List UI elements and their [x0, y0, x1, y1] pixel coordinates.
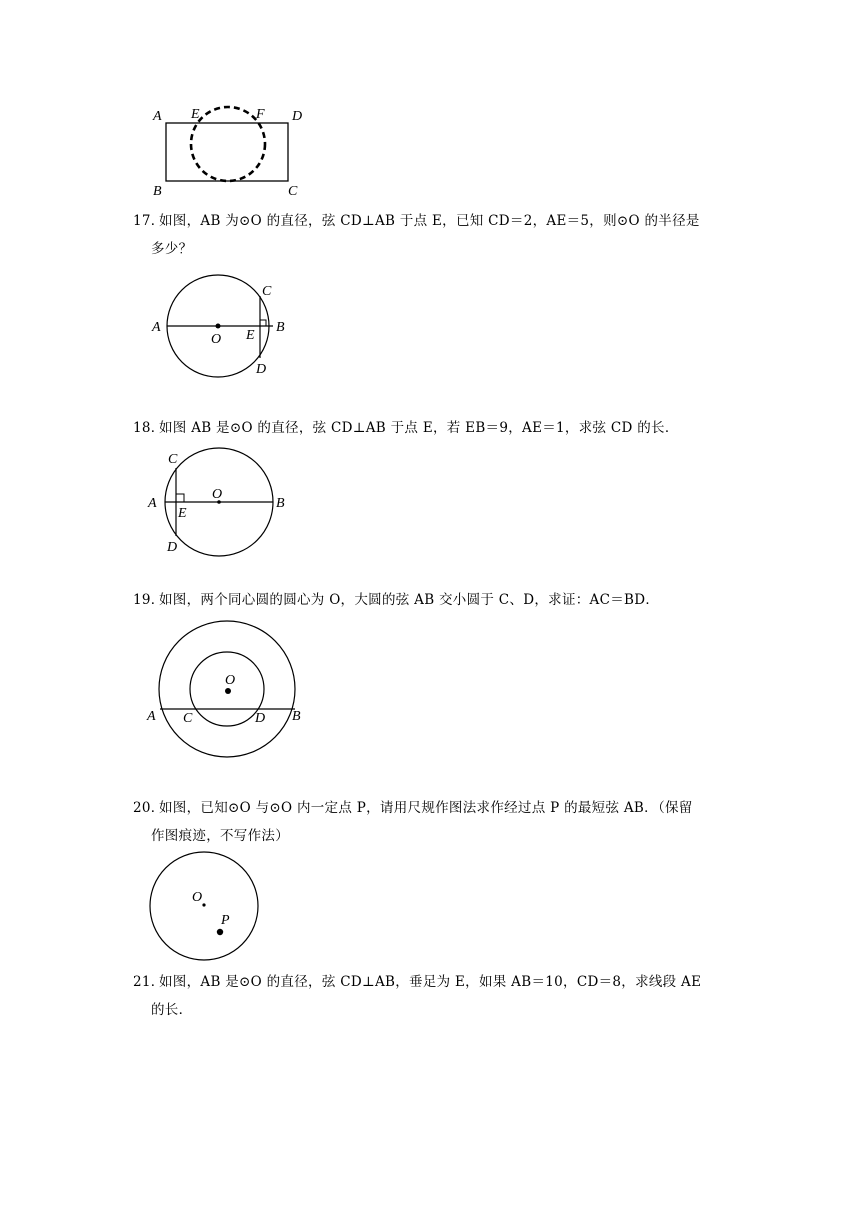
label-c: C [288, 184, 298, 199]
label-o: O [211, 332, 222, 347]
label-p: P [221, 913, 230, 928]
label-b: B [292, 709, 301, 724]
question-number: 20． [133, 800, 165, 816]
question-number: 19． [133, 592, 165, 608]
label-d: D [292, 109, 303, 124]
question-text: 如图，AB 为⊙O 的直径，弦 CD⊥AB 于点 E，已知 CD＝2，AE＝5，则⊙O 的半径是 [159, 213, 700, 229]
label-c: C [168, 452, 178, 467]
label-c: C [183, 711, 193, 726]
label-b: B [276, 320, 285, 335]
question-18 [133, 414, 733, 442]
question-text-continued: 的长． [151, 1002, 193, 1018]
label-o: O [212, 487, 223, 502]
right-angle-mark [260, 320, 266, 326]
label-f: F [256, 107, 265, 122]
figure-18-circle-chord [146, 447, 296, 557]
label-e: E [191, 107, 200, 122]
label-a: A [147, 709, 156, 724]
right-angle-mark [176, 494, 184, 502]
rectangle-abcd [166, 123, 288, 181]
label-b: B [276, 496, 285, 511]
question-number: 18． [133, 420, 165, 436]
dashed-circle [191, 107, 265, 181]
figure-20-circle-point [148, 850, 263, 965]
figure-17-circle-chord [150, 275, 290, 380]
label-d: D [255, 711, 266, 726]
question-number: 17． [133, 213, 165, 229]
question-19 [133, 586, 733, 614]
figure-19-concentric-circles [145, 620, 310, 760]
question-number: 21． [133, 974, 165, 990]
center-dot [216, 324, 221, 329]
label-d: D [167, 540, 178, 555]
label-o: O [192, 890, 203, 905]
question-21 [133, 968, 733, 1024]
label-a: A [148, 496, 157, 511]
label-a: A [153, 109, 162, 124]
center-dot [225, 688, 231, 694]
figure-16-rectangle-circle [140, 100, 310, 205]
question-text-continued: 多少？ [151, 241, 193, 257]
question-text: 如图，两个同心圆的圆心为 O，大圆的弦 AB 交小圆于 C、D，求证：AC＝BD． [159, 592, 660, 608]
label-c: C [262, 284, 272, 299]
question-text-continued: 作图痕迹，不写作法） [151, 828, 289, 844]
label-e: E [178, 506, 187, 521]
label-a: A [152, 320, 161, 335]
label-o: O [225, 673, 236, 688]
label-b: B [153, 184, 162, 199]
question-text: 如图 AB 是⊙O 的直径，弦 CD⊥AB 于点 E，若 EB＝9，AE＝1，求弦 CD 的长． [159, 420, 679, 436]
question-20 [133, 794, 733, 850]
point-p-dot [217, 929, 223, 935]
question-text: 如图，AB 是⊙O 的直径，弦 CD⊥AB，垂足为 E，如果 AB＝10，CD＝8，求线段 AE [159, 974, 702, 990]
center-dot [202, 903, 205, 906]
label-d: D [256, 362, 267, 377]
question-17 [133, 207, 733, 263]
question-text: 如图，已知⊙O 与⊙O 内一定点 P，请用尺规作图法求作经过点 P 的最短弦 AB．（保留 [159, 800, 693, 816]
label-e: E [246, 328, 255, 343]
